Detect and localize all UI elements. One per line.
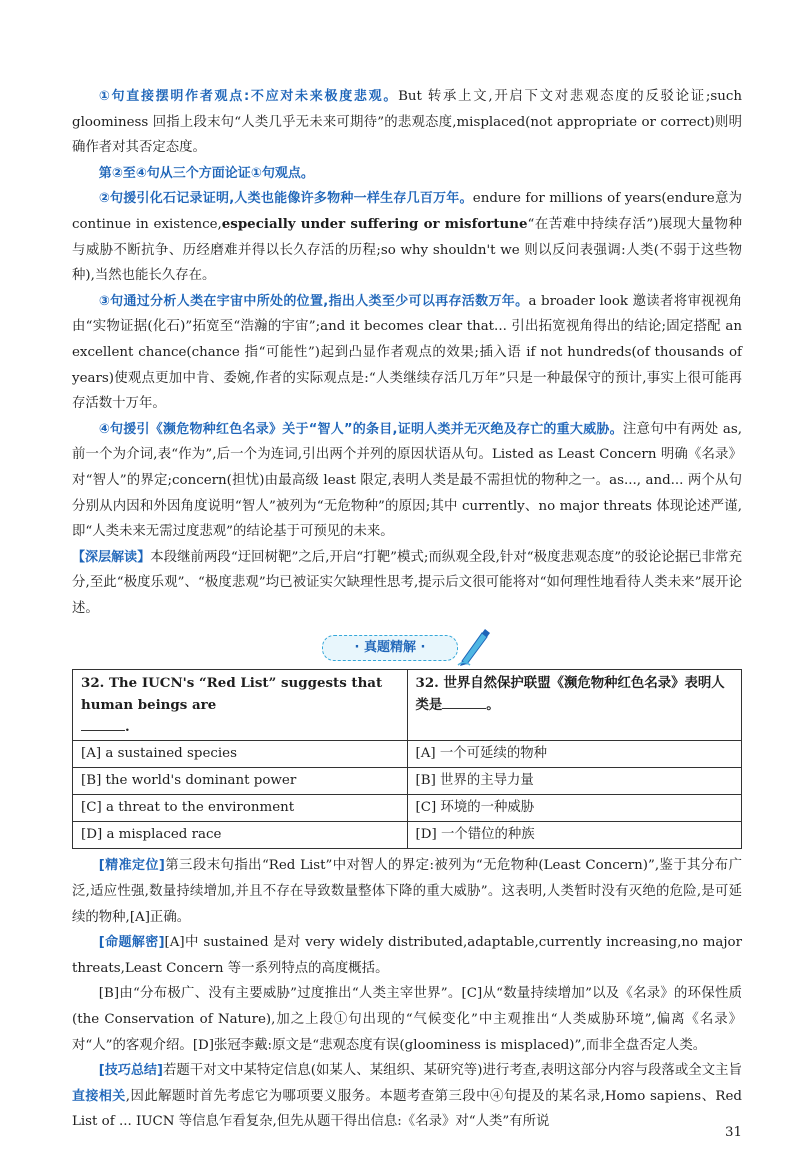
section-banner bbox=[322, 627, 492, 667]
paragraph-text: “在苦难中持续存活”)展现大量物种与威胁不断抗争、历经磨难并得以长久存活的历程;so why shouldn't we 则以反问表强调:人类(不弱于这些物种),当然也能长久存在。 bbox=[72, 216, 742, 284]
stem-text: 32. 世界自然保护联盟《濒危物种红色名录》表明人类是 bbox=[415, 675, 725, 714]
option-cn: [C] 环境的一种威胁 bbox=[407, 795, 742, 822]
page-number: 31 bbox=[724, 1125, 742, 1140]
stem-end: . bbox=[125, 719, 130, 736]
paragraph-text: endure for millions of years(endure意为 continue in existence, bbox=[72, 191, 742, 232]
question-stem-row bbox=[73, 670, 742, 741]
pen-icon bbox=[456, 627, 492, 667]
paragraph-text: 本段继前两段“迂回树靶”之后,开启“打靶”模式;而纵观全段,针对“极度悲观态度”的驳论论据已非常充分,至此“极度乐观”、“极度悲观”均已被证实欠缺理性思考,提示后文很可能将对“如何理性地看待人类未来”展开论述。 bbox=[72, 549, 742, 616]
option-en: [A] a sustained species bbox=[73, 741, 408, 768]
option-en: [C] a threat to the environment bbox=[73, 795, 408, 822]
analysis-text: [A]中 sustained 是对 very widely distributed,adaptable,currently increasing,no major threats,Least Concern 等一系列特点的高度概括。 bbox=[72, 935, 742, 976]
analysis-tag: [技巧总结] bbox=[98, 1063, 163, 1079]
bold-phrase: especially under suffering or misfortune bbox=[221, 215, 528, 232]
paragraph-5 bbox=[72, 417, 742, 545]
page-content bbox=[72, 84, 742, 1135]
stem-text: 32. The IUCN's “Red List” suggests that human beings are bbox=[81, 675, 383, 714]
stem-end: 。 bbox=[486, 697, 500, 714]
deep-reading bbox=[72, 545, 742, 622]
highlight-point: ①句直接摆明作者观点:不应对未来极度悲观。 bbox=[98, 89, 399, 104]
option-row bbox=[73, 795, 742, 822]
analysis-text: 第三段末句指出“Red List”中对智人的界定:被列为“无危物种(Least Concern)”,鉴于其分布广泛,适应性强,数量持续增加,并且不存在导致数量整体下降的重大威胁”。这表明,人类暂时没有灭绝的危险,是可延续的物种,[A]正确。 bbox=[72, 858, 742, 925]
option-en: [D] a misplaced race bbox=[73, 822, 408, 849]
paragraph-3 bbox=[72, 186, 742, 288]
option-row bbox=[73, 822, 742, 849]
question-stem-cn bbox=[407, 670, 742, 741]
analysis-text: ,因此解题时首先考虑它为哪项要义服务。本题考查第三段中④句提及的某名录,Homo sapiens、Red List of ... IUCN 等信息乍看复杂,但先从题干得出信息:《名录》对“人类”有所说 bbox=[72, 1088, 742, 1130]
highlight-point: ②句援引化石记录证明,人类也能像许多物种一样生存几百万年。 bbox=[98, 191, 473, 207]
analysis-tag: [命题解密] bbox=[98, 935, 165, 951]
analysis-tips bbox=[72, 1058, 742, 1135]
paragraph-4 bbox=[72, 289, 742, 417]
analysis-locate bbox=[72, 853, 742, 930]
paragraph-text: a broader look 邀读者将审视视角由“实物证据(化石)”拓宽至“浩瀚的宇宙”;and it becomes clear that... 引出拓宽视角得出的结论;固定搭配 an excellent chance(chance 指“可能性”)起到凸显作者观点的效果;插入语 if not hundreds(of thousands of years)使观点更加中肯、委婉,作者的实际观点是:“人类继续存活几万年”只是一种最保守的预计,事实上很可能再存活数十万年。 bbox=[72, 293, 742, 412]
deep-reading-tag: 【深层解读】 bbox=[72, 549, 151, 565]
paragraph-2 bbox=[72, 161, 742, 187]
question-stem-en bbox=[73, 670, 408, 741]
paragraph-text: But 转承上文,开启下文对悲观态度的反驳论证;such gloominess 回指上段末句“人类几乎无未来可期待”的悲观态度,misplaced(not appropriate or correct)则明确作者对其否定态度。 bbox=[72, 89, 742, 156]
option-cn: [B] 世界的主导力量 bbox=[407, 768, 742, 795]
analysis-tag: [精准定位] bbox=[98, 858, 165, 874]
highlight-point: 第②至④句从三个方面论证①句观点。 bbox=[98, 165, 314, 181]
paragraph-text: 注意句中有两处 as,前一个为介词,表“作为”,后一个为连词,引出两个并列的原因状语从句。Listed as Least Concern 明确《名录》对“智人”的界定;concern(担忧)由最高级 least 限定,表明人类是最不需担忧的物种之一。as..., and... 两个从句分别从内因和外因角度说明“智人”被列为“无危物种”的原因;其中 currently、no major threats 体现论述严谨,即“人类未来无需过度悲观”的结论基于可预见的未来。 bbox=[72, 421, 742, 540]
option-row bbox=[73, 768, 742, 795]
answer-blank bbox=[81, 717, 125, 731]
option-cn: [A] 一个可延续的物种 bbox=[407, 741, 742, 768]
option-en: [B] the world's dominant power bbox=[73, 768, 408, 795]
banner-label: · 真题精解 · bbox=[322, 635, 458, 661]
question-table bbox=[72, 669, 742, 849]
option-cn: [D] 一个错位的种族 bbox=[407, 822, 742, 849]
paragraph-1 bbox=[72, 84, 742, 161]
analysis-distractors bbox=[72, 981, 742, 1058]
analysis-decode bbox=[72, 930, 742, 981]
highlight-phrase: 直接相关 bbox=[72, 1088, 126, 1104]
highlight-point: ④句援引《濒危物种红色名录》关于“智人”的条目,证明人类并无灭绝及存亡的重大威胁。 bbox=[98, 421, 623, 437]
analysis-text: [B]由“分布极广、没有主要威胁”过度推出“人类主宰世界”。[C]从“数量持续增加”以及《名录》的环保性质(the Conservation of Nature),加之上段①句出现的“气候变化”中主观推出“人类威胁环境”,偏离《名录》对“人”的客观介绍。[D]张冠李戴:原文是“悲观态度有误(gloominess is misplaced)”,而非全盘否定人类。 bbox=[72, 986, 742, 1053]
answer-blank bbox=[442, 695, 486, 709]
analysis-text: 若题干对文中某特定信息(如某人、某组织、某研究等)进行考查,表明这部分内容与段落或全文主旨 bbox=[162, 1063, 742, 1079]
highlight-point: ③句通过分析人类在宇宙中所处的位置,指出人类至少可以再存活数万年。 bbox=[98, 293, 529, 309]
option-row bbox=[73, 741, 742, 768]
